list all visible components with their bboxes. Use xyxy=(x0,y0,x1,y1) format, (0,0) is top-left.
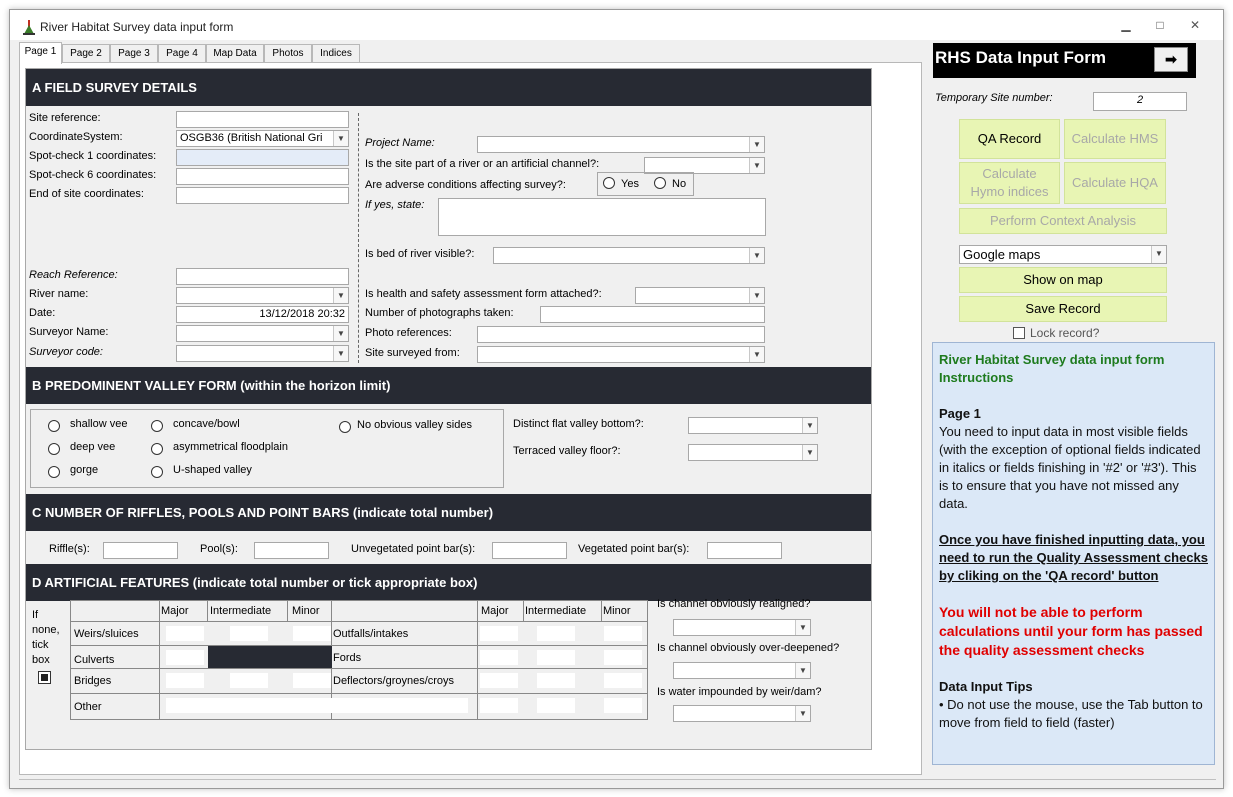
context-analysis-button[interactable]: Perform Context Analysis xyxy=(959,208,1167,234)
adverse-conditions-label: Are adverse conditions affecting survey?: xyxy=(365,179,566,191)
outfalls-intermediate-input[interactable] xyxy=(537,626,575,641)
row-culverts-label: Culverts xyxy=(74,654,115,666)
hymo-line-1: Calculate xyxy=(982,166,1037,181)
app-window xyxy=(9,9,1224,789)
grid-line xyxy=(71,621,647,622)
chevron-down-icon[interactable]: ▼ xyxy=(795,663,810,678)
coord-system-label: CoordinateSystem: xyxy=(29,131,123,143)
photos-count-input[interactable] xyxy=(540,306,765,323)
instructions-title-2: Instructions xyxy=(939,370,1014,385)
grid-line xyxy=(71,668,647,669)
vegetated-input[interactable] xyxy=(707,542,782,559)
valley-deep-vee-label: deep vee xyxy=(70,441,116,453)
terraced-select[interactable] xyxy=(688,444,818,461)
date-input[interactable]: 13/12/2018 20:32 xyxy=(176,306,349,323)
chevron-down-icon[interactable]: ▼ xyxy=(795,706,810,721)
date-label: Date: xyxy=(29,307,56,319)
map-provider-value: Google maps xyxy=(963,247,1041,262)
hymo-line-2: Hymo indices xyxy=(970,184,1049,199)
checkbox-mark xyxy=(41,674,48,681)
spot1-label: Spot-check 1 coordinates: xyxy=(29,150,157,162)
page-heading: Page 1 xyxy=(939,406,981,421)
row-bridges-label: Bridges xyxy=(74,675,112,687)
title-bar xyxy=(10,10,1223,40)
fords-intermediate-input[interactable] xyxy=(537,650,575,665)
side-panel xyxy=(928,42,1218,775)
tab-page-4[interactable]: Page 4 xyxy=(158,44,206,63)
if-none-line-2: none, xyxy=(32,624,60,636)
side-title: RHS Data Input Form xyxy=(935,48,1106,67)
reach-reference-input[interactable] xyxy=(176,268,349,285)
spot6-input[interactable] xyxy=(176,168,349,185)
row-outfalls-label: Outfalls/intakes xyxy=(333,628,409,640)
qa-record-button[interactable]: QA Record xyxy=(959,119,1060,159)
calculate-hymo-button[interactable] xyxy=(959,162,1060,204)
tab-page-2[interactable]: Page 2 xyxy=(62,44,110,63)
survey-form xyxy=(25,68,872,750)
grid-line xyxy=(601,601,602,621)
pools-input[interactable] xyxy=(254,542,329,559)
valley-concave-radio[interactable] xyxy=(151,420,163,432)
other-intermediate-input[interactable] xyxy=(537,698,575,713)
valley-asymmetrical-radio[interactable] xyxy=(151,443,163,455)
valley-gorge-radio[interactable] xyxy=(48,466,60,478)
temp-site-input[interactable]: 2 xyxy=(1093,92,1187,111)
surveyed-from-label: Site surveyed from: xyxy=(365,347,460,359)
section-c-header: C NUMBER OF RIFFLES, POOLS AND POINT BARS (indicate total number) xyxy=(26,494,871,531)
grid-line xyxy=(71,645,647,646)
bridges-major-input[interactable] xyxy=(166,673,204,688)
outfalls-major-input[interactable] xyxy=(480,626,518,641)
deepened-select[interactable] xyxy=(673,662,811,679)
unvegetated-label: Unvegetated point bar(s): xyxy=(351,543,476,555)
close-icon[interactable]: ✕ xyxy=(1189,18,1201,32)
river-bed-label: Is bed of river visible?: xyxy=(365,248,475,260)
side-title-bar xyxy=(933,43,1196,78)
if-none-label xyxy=(32,608,60,668)
culverts-major-input[interactable] xyxy=(166,650,204,665)
valley-concave-label: concave/bowl xyxy=(173,418,240,430)
valley-no-sides-radio[interactable] xyxy=(339,421,351,433)
window-title: River Habitat Survey data input form xyxy=(40,20,234,34)
section-b-header: B PREDOMINENT VALLEY FORM (within the horizon limit) xyxy=(26,367,871,404)
chevron-down-icon[interactable]: ▼ xyxy=(333,288,348,303)
chevron-down-icon[interactable]: ▼ xyxy=(795,620,810,635)
adverse-yes-label: Yes xyxy=(621,178,639,190)
valley-u-shaped-radio[interactable] xyxy=(151,466,163,478)
save-record-button[interactable]: Save Record xyxy=(959,296,1167,322)
instructions-para-3: You will not be able to perform calculations until your form has passed the quality assessment checks xyxy=(939,604,1203,658)
other-description-input[interactable] xyxy=(166,698,468,713)
culverts-disabled-block xyxy=(208,646,332,668)
bridges-intermediate-input[interactable] xyxy=(230,673,268,688)
col-major-left: Major xyxy=(161,605,189,617)
page-1-panel xyxy=(19,62,922,775)
health-safety-label: Is health and safety assessment form attached?: xyxy=(365,288,602,300)
temp-site-label: Temporary Site number: xyxy=(935,92,1053,104)
weirs-major-input[interactable] xyxy=(166,626,204,641)
show-on-map-button[interactable]: Show on map xyxy=(959,267,1167,293)
tips-heading: Data Input Tips xyxy=(939,679,1033,694)
col-intermediate-right: Intermediate xyxy=(525,605,587,617)
outfalls-minor-input[interactable] xyxy=(604,626,642,641)
exit-icon[interactable]: ➡ xyxy=(1154,47,1188,72)
surveyor-code-select[interactable] xyxy=(176,345,349,362)
riffles-input[interactable] xyxy=(103,542,178,559)
pools-label: Pool(s): xyxy=(200,543,238,555)
map-provider-select[interactable] xyxy=(959,245,1167,264)
reach-reference-label: Reach Reference: xyxy=(29,269,118,281)
surveyor-name-label: Surveyor Name: xyxy=(29,326,109,338)
other-major-input[interactable] xyxy=(480,698,518,713)
col-intermediate-left: Intermediate xyxy=(210,605,272,617)
valley-shallow-vee-label: shallow vee xyxy=(70,418,128,430)
tab-page-3[interactable]: Page 3 xyxy=(110,44,158,63)
col-minor-left: Minor xyxy=(292,605,320,617)
bridges-minor-input[interactable] xyxy=(293,673,331,688)
coord-system-select[interactable] xyxy=(176,130,349,147)
site-reference-input[interactable] xyxy=(176,111,349,128)
valley-gorge-label: gorge xyxy=(70,464,99,476)
instructions-para-2: Once you have finished inputting data, you need to run the Quality Assessment checks by cliking on the 'QA record' button xyxy=(939,532,1208,583)
app-icon xyxy=(22,19,36,35)
chevron-down-icon[interactable]: ▼ xyxy=(749,248,764,263)
fords-major-input[interactable] xyxy=(480,650,518,665)
lock-record-checkbox[interactable] xyxy=(1013,327,1025,339)
grid-line xyxy=(207,601,208,621)
chevron-down-icon[interactable]: ▼ xyxy=(333,326,348,341)
section-a-header: A FIELD SURVEY DETAILS xyxy=(26,69,871,106)
if-none-line-3: tick xyxy=(32,639,49,651)
adverse-no-radio[interactable] xyxy=(654,177,666,189)
weirs-minor-input[interactable] xyxy=(293,626,331,641)
health-safety-select[interactable] xyxy=(635,287,765,304)
site-reference-label: Site reference: xyxy=(29,112,101,124)
spot6-label: Spot-check 6 coordinates: xyxy=(29,169,157,181)
terraced-label: Terraced valley floor?: xyxy=(513,445,621,457)
valley-shallow-vee-radio[interactable] xyxy=(48,420,60,432)
realigned-label: Is channel obviously realigned? xyxy=(657,598,811,610)
minimize-icon[interactable]: ▁ xyxy=(1121,18,1131,32)
calculate-hqa-button[interactable]: Calculate HQA xyxy=(1064,162,1166,204)
chevron-down-icon[interactable]: ▼ xyxy=(802,418,817,433)
grid-line xyxy=(523,601,524,621)
vegetated-label: Vegetated point bar(s): xyxy=(578,543,690,555)
grid-line xyxy=(71,693,647,694)
none-checkbox[interactable] xyxy=(38,671,51,684)
end-site-label: End of site coordinates: xyxy=(29,188,144,200)
chevron-down-icon[interactable]: ▼ xyxy=(749,288,764,303)
project-name-label: Project Name: xyxy=(365,137,435,149)
photos-count-label: Number of photographs taken: xyxy=(365,307,514,319)
project-name-select[interactable] xyxy=(477,136,765,153)
instructions-para-1: You need to input data in most visible fields (with the exception of optional fields indicated in italics or fields finishing in '#2' or '#3'). This is to ensure that you have not missed any data. xyxy=(939,424,1201,511)
deepened-label: Is channel obviously over-deepened? xyxy=(657,642,840,654)
row-weirs-label: Weirs/sluices xyxy=(74,628,139,640)
flat-valley-label: Distinct flat valley bottom?: xyxy=(513,418,644,430)
column-divider xyxy=(358,113,359,363)
tab-page-1[interactable]: Page 1 xyxy=(19,42,62,64)
chevron-down-icon[interactable]: ▼ xyxy=(749,158,764,173)
surveyed-from-select[interactable] xyxy=(477,346,765,363)
riffles-label: Riffle(s): xyxy=(49,543,90,555)
river-channel-label: Is the site part of a river or an artificial channel?: xyxy=(365,158,600,170)
status-bar xyxy=(19,779,1216,787)
river-name-label: River name: xyxy=(29,288,89,300)
other-minor-input[interactable] xyxy=(604,698,642,713)
tip-1: • Do not use the mouse, use the Tab button to move from field to field (faster) xyxy=(939,697,1203,730)
spot1-input[interactable] xyxy=(176,149,349,166)
end-site-input[interactable] xyxy=(176,187,349,204)
grid-line xyxy=(159,601,160,719)
fords-minor-input[interactable] xyxy=(604,650,642,665)
grid-line xyxy=(477,601,478,719)
surveyor-name-select[interactable] xyxy=(176,325,349,342)
if-yes-textarea[interactable] xyxy=(438,198,766,236)
chevron-down-icon[interactable]: ▼ xyxy=(802,445,817,460)
row-fords-label: Fords xyxy=(333,652,362,664)
valley-deep-vee-radio[interactable] xyxy=(48,443,60,455)
if-yes-label: If yes, state: xyxy=(365,199,425,211)
chevron-down-icon[interactable]: ▼ xyxy=(333,131,348,146)
tab-map-data[interactable]: Map Data xyxy=(206,44,264,63)
chevron-down-icon[interactable]: ▼ xyxy=(333,346,348,361)
chevron-down-icon[interactable]: ▼ xyxy=(749,137,764,152)
valley-u-shaped-label: U-shaped valley xyxy=(173,464,252,476)
photo-refs-label: Photo references: xyxy=(365,327,452,339)
lock-record-label: Lock record? xyxy=(1030,326,1100,340)
grid-line xyxy=(287,601,288,621)
chevron-down-icon[interactable]: ▼ xyxy=(749,347,764,362)
weirs-intermediate-input[interactable] xyxy=(230,626,268,641)
section-d-header: D ARTIFICIAL FEATURES (indicate total number or tick appropriate box) xyxy=(26,564,871,601)
if-none-line-1: If xyxy=(32,609,39,621)
surveyor-code-label: Surveyor code: xyxy=(29,346,103,358)
valley-asymmetrical-label: asymmetrical floodplain xyxy=(173,441,288,453)
instructions-title-1: River Habitat Survey data input form xyxy=(939,352,1165,367)
chevron-down-icon[interactable]: ▼ xyxy=(1151,246,1166,263)
valley-no-sides-label: No obvious valley sides xyxy=(357,419,472,431)
instructions-panel xyxy=(932,342,1215,765)
deflectors-intermediate-input[interactable] xyxy=(537,673,575,688)
col-minor-right: Minor xyxy=(603,605,631,617)
photo-refs-input[interactable] xyxy=(477,326,765,343)
deflectors-major-input[interactable] xyxy=(480,673,518,688)
if-none-line-4: box xyxy=(32,654,50,666)
impounded-label: Is water impounded by weir/dam? xyxy=(657,686,822,698)
adverse-yes-radio[interactable] xyxy=(603,177,615,189)
impounded-select[interactable] xyxy=(673,705,811,722)
col-major-right: Major xyxy=(481,605,509,617)
river-name-select[interactable] xyxy=(176,287,349,304)
maximize-icon[interactable]: □ xyxy=(1156,18,1164,32)
realigned-select[interactable] xyxy=(673,619,811,636)
unvegetated-input[interactable] xyxy=(492,542,567,559)
deflectors-minor-input[interactable] xyxy=(604,673,642,688)
row-other-label: Other xyxy=(74,701,102,713)
flat-valley-select[interactable] xyxy=(688,417,818,434)
adverse-no-label: No xyxy=(672,178,687,190)
tab-indices[interactable]: Indices xyxy=(312,44,360,63)
coord-system-value: OSGB36 (British National Gri xyxy=(180,132,323,144)
river-bed-select[interactable] xyxy=(493,247,765,264)
tab-photos[interactable]: Photos xyxy=(264,44,312,63)
row-deflectors-label: Deflectors/groynes/croys xyxy=(333,675,455,687)
calculate-hms-button[interactable]: Calculate HMS xyxy=(1064,119,1166,159)
